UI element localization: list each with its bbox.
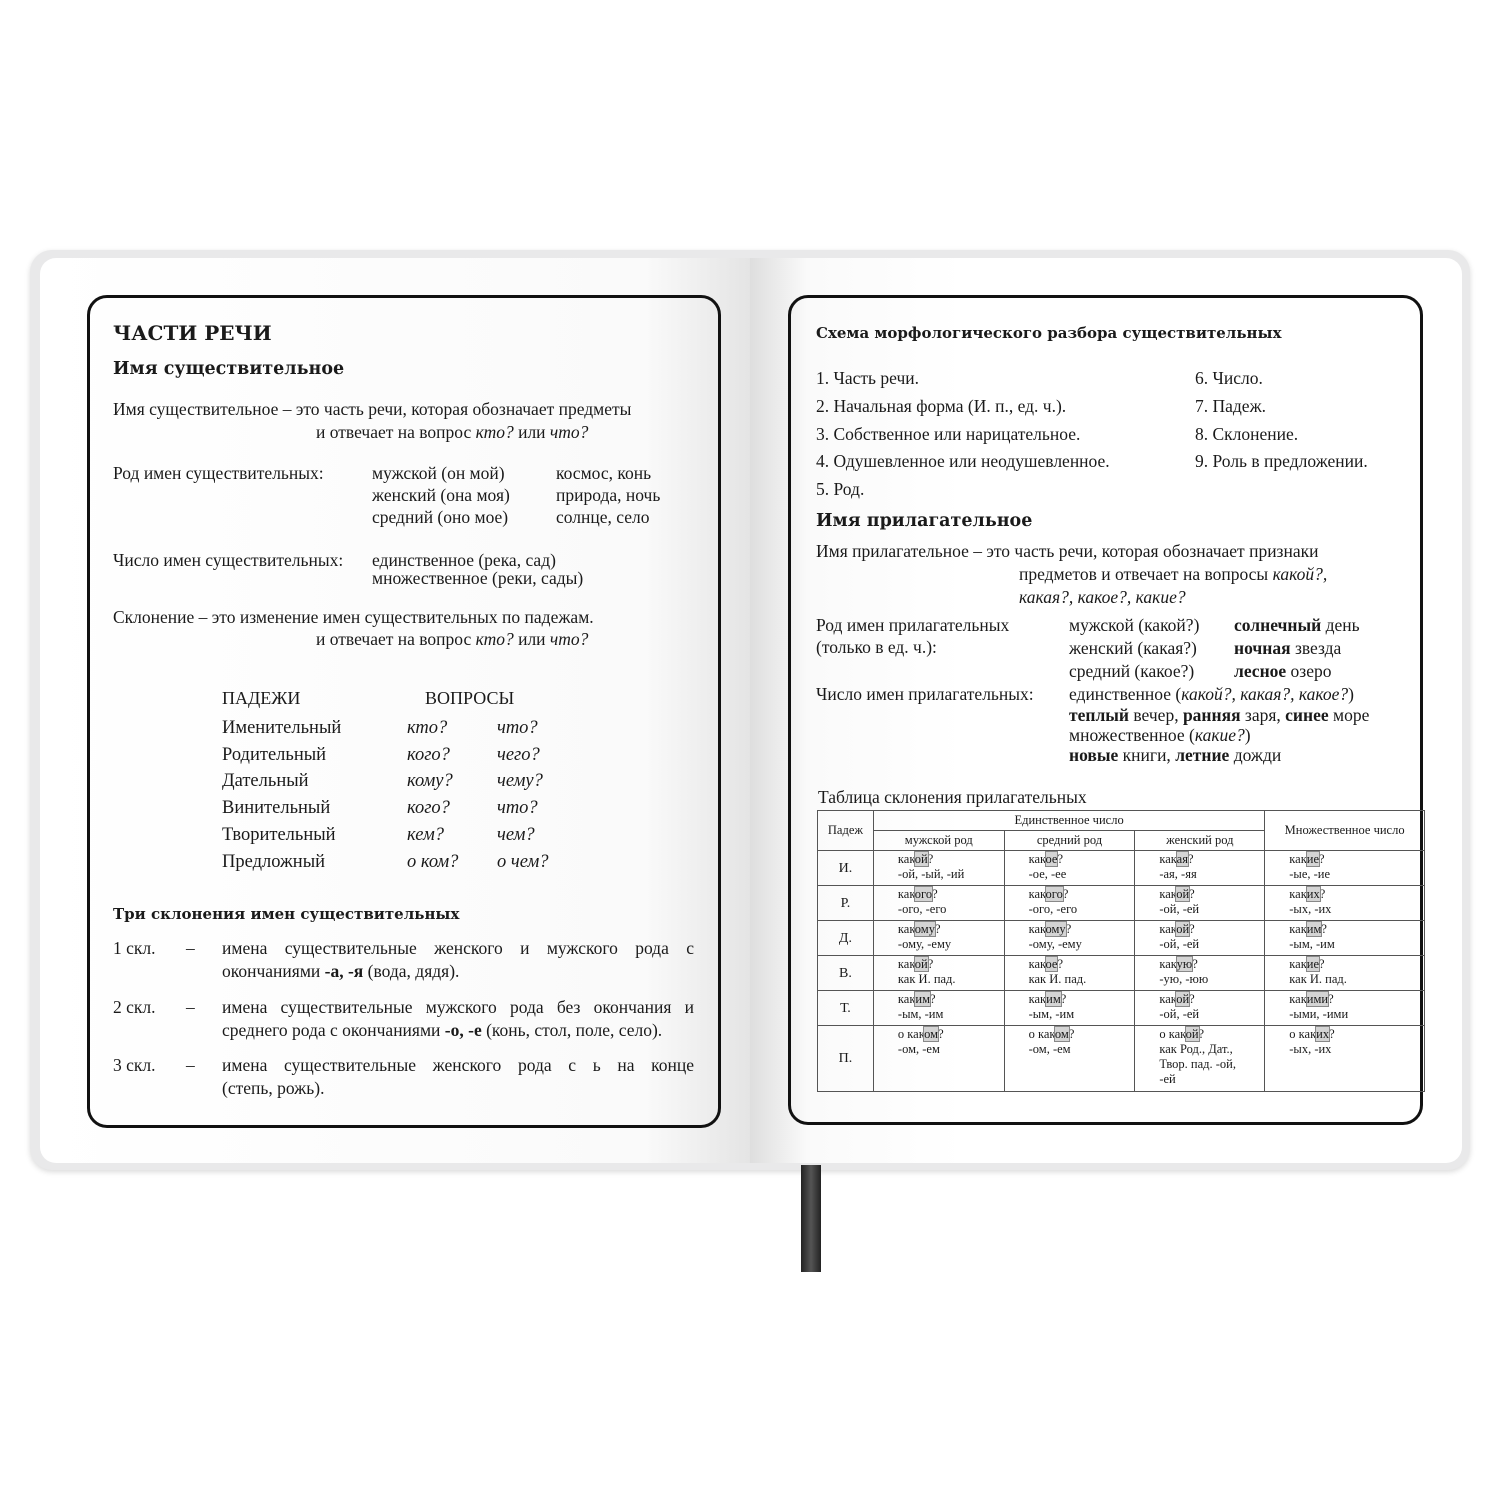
case-question-animate: кого? — [407, 744, 450, 765]
adjective: летние — [1175, 745, 1230, 765]
question-word — [1289, 992, 1424, 1007]
gender-item: мужской (он мой) — [372, 463, 505, 483]
declension-cell — [1265, 1026, 1425, 1092]
text: окончаниями — [222, 961, 325, 981]
case-question-inanimate: что? — [497, 718, 538, 738]
declension-cell — [1135, 921, 1265, 956]
table-row — [818, 956, 1425, 991]
case-question-inanimate: чего? — [497, 744, 540, 765]
noun-definition-cont: и отвечает на вопрос кто? или что? — [316, 422, 589, 442]
ending-highlight: ой — [1176, 922, 1190, 936]
ending-highlight: ой — [914, 957, 928, 971]
ending-list: -ом, -ем — [897, 1042, 940, 1056]
declension-cell — [1004, 991, 1135, 1026]
stem: о как — [897, 1027, 925, 1041]
case-cell: Р. — [818, 886, 874, 921]
noun: звезда — [1294, 638, 1342, 658]
adj-plural-examples — [1069, 744, 1281, 766]
ending-list: -ых, -их — [1289, 902, 1332, 916]
stem: как — [1028, 852, 1046, 866]
question-mark: ? — [1189, 992, 1195, 1006]
ending-highlight: ой — [1185, 1027, 1199, 1041]
adj-gender-example — [1234, 660, 1331, 682]
noun: день — [1325, 615, 1360, 635]
declension-cell — [1135, 991, 1265, 1026]
number-label: Число имен существительных: — [113, 550, 344, 570]
question-word — [1159, 922, 1264, 937]
stem: как — [897, 852, 915, 866]
question-mark: ? — [1321, 922, 1327, 936]
scheme-item: 4. Одушевленное или неодушевленное. — [816, 451, 1110, 472]
question-mark: ? — [1068, 1027, 1075, 1041]
case-name: Творительный — [222, 824, 336, 845]
stem: как — [1289, 957, 1307, 971]
question-word — [1289, 1027, 1424, 1042]
stem: как — [897, 887, 915, 901]
ending-list: -ому, -ему — [1028, 937, 1082, 951]
question-mark: ? — [1057, 957, 1064, 971]
adj-number-plural: множественное (какие?) — [1069, 725, 1251, 745]
adj-gender-example — [1234, 614, 1360, 636]
header-masculine: мужской род — [873, 831, 1004, 851]
ending-highlight: их — [1306, 887, 1320, 901]
case-cell: В. — [818, 956, 874, 991]
noun: озеро — [1290, 661, 1332, 681]
declension-dash: – — [186, 938, 195, 958]
declension-number: 2 скл. — [113, 997, 156, 1017]
adj-number-label: Число имен прилагательных: — [816, 684, 1034, 704]
declension-cell — [1135, 956, 1265, 991]
declension-cell — [873, 886, 1004, 921]
case-question-inanimate: о чем? — [497, 851, 549, 872]
stem: как — [1028, 957, 1046, 971]
question-word — [898, 992, 1004, 1007]
adjective: ночная — [1234, 638, 1291, 658]
stem: как — [897, 922, 915, 936]
ending-highlight: ими — [1306, 992, 1329, 1006]
text: (конь, стол, поле, село). — [481, 1020, 663, 1040]
gender-example: природа, ночь — [556, 485, 661, 505]
declension-cell — [1265, 886, 1425, 921]
gender-label: Род имен существительных: — [113, 463, 324, 483]
declension-text: имена существительные женского рода с ь на конце — [222, 1055, 694, 1075]
question-word — [1289, 922, 1424, 937]
declension-cell — [1004, 956, 1135, 991]
stem: как — [897, 992, 916, 1006]
question-word — [1159, 887, 1264, 902]
ending-list: -ого, -его — [897, 902, 947, 916]
stem: как — [1159, 852, 1177, 866]
question-mark: ? — [1189, 922, 1195, 936]
gender-item: средний (оно мое) — [372, 507, 509, 527]
noun-definition: Имя существительное – это часть речи, которая обозначает предметы — [113, 399, 632, 419]
ending-highlight: им — [1046, 992, 1061, 1006]
declension-definition-cont: и отвечает на вопрос кто? или что? — [316, 629, 589, 649]
question-word — [898, 957, 1004, 972]
adj-gender-item: женский (какая?) — [1069, 638, 1197, 658]
declension-cell — [1004, 886, 1135, 921]
question-mark: ? — [1189, 887, 1195, 901]
number-item: множественное (реки, сады) — [372, 568, 584, 588]
declension-cell — [873, 1026, 1004, 1092]
ending-highlight: им — [1306, 922, 1322, 936]
ending-list: -ой, -ей — [1159, 937, 1200, 951]
question-word — [898, 887, 1004, 902]
ending-list: -ое, -ее — [1028, 867, 1067, 881]
ending: -а, -я — [324, 961, 364, 981]
question-word — [1159, 852, 1264, 867]
noun: дожди — [1229, 745, 1282, 765]
declension-cell — [1135, 1026, 1265, 1092]
declension-cell — [873, 956, 1004, 991]
stem: как — [1028, 922, 1046, 936]
declension-text-cont — [222, 1077, 324, 1099]
case-name: Предложный — [222, 851, 326, 872]
case-question-inanimate: чему? — [497, 771, 543, 792]
ending-list: как Род., Дат., Твор. пад. -ой, -ей — [1159, 1042, 1236, 1086]
adjective: новые — [1069, 745, 1119, 765]
text: (степь, рожь). — [222, 1078, 325, 1098]
header-feminine: женский род — [1135, 831, 1265, 851]
noun: вечер, — [1129, 705, 1183, 725]
question-word — [1289, 887, 1424, 902]
header-case: Падеж — [818, 811, 874, 851]
stem: о как — [1289, 1027, 1317, 1041]
adj-gender-label: Род имен прилагательных — [816, 615, 1010, 635]
declension-cell — [873, 851, 1004, 886]
noun: заря, — [1240, 705, 1286, 725]
adjective-declension-table — [817, 810, 1425, 1092]
ending-highlight: ому — [914, 922, 935, 936]
question-word — [1159, 992, 1264, 1007]
header-plural: Множественное число — [1265, 811, 1425, 851]
section-title: Имя существительное — [113, 359, 345, 379]
questions-header: ВОПРОСЫ — [425, 688, 515, 708]
header-neuter: средний род — [1004, 831, 1135, 851]
stem: как — [1028, 887, 1046, 901]
ending-highlight: ое — [1045, 957, 1058, 971]
case-name: Винительный — [222, 798, 331, 819]
adjective: солнечный — [1234, 615, 1322, 635]
ending-list: -ым, -им — [1028, 1007, 1075, 1021]
question-mark: ? — [1198, 1027, 1205, 1041]
adjective: лесное — [1234, 661, 1287, 681]
question-mark: ? — [1187, 852, 1194, 866]
page-title: ЧАСТИ РЕЧИ — [113, 321, 272, 345]
question-word — [898, 1027, 1004, 1042]
ending-list: -ому, -ему — [897, 937, 952, 951]
adjective-definition: Имя прилагательное – это часть речи, которая обозначает признаки — [816, 541, 1319, 561]
scheme-item: 9. Роль в предложении. — [1195, 451, 1368, 472]
case-cell: Д. — [818, 921, 874, 956]
table-row — [818, 991, 1425, 1026]
question-word — [1289, 957, 1424, 972]
question-mark: ? — [930, 992, 936, 1006]
adj-number-singular: единственное (какой?, какая?, какое?) — [1069, 684, 1354, 704]
adjective-title: Имя прилагательное — [816, 511, 1033, 531]
ending-list: -ых, -их — [1289, 1042, 1332, 1056]
adjective: теплый — [1069, 705, 1130, 725]
declension-number: 1 скл. — [113, 938, 156, 958]
ending-highlight: их — [1316, 1027, 1330, 1041]
number-item: единственное (река, сад) — [372, 550, 556, 570]
ending: -о, -е — [444, 1020, 482, 1040]
case-cell: П. — [818, 1026, 874, 1092]
stem: как — [1159, 887, 1177, 901]
ending-highlight: ие — [1306, 957, 1320, 971]
bookmark-ribbon — [801, 1165, 821, 1272]
ending-list: -ой, -ей — [1159, 1007, 1200, 1021]
declension-cell — [1265, 991, 1425, 1026]
stem: о как — [1028, 1027, 1055, 1041]
stem: как — [1159, 992, 1177, 1006]
declension-definition: Склонение – это изменение имен существительных по падежам. — [113, 607, 594, 627]
stem: как — [1028, 992, 1047, 1006]
scheme-item: 8. Склонение. — [1195, 423, 1299, 444]
stem: как — [1159, 957, 1177, 971]
declension-cell — [1265, 956, 1425, 991]
scheme-item: 1. Часть речи. — [816, 368, 920, 388]
question-mark: ? — [1329, 1027, 1335, 1041]
declension-cell — [1004, 921, 1135, 956]
declension-number: 3 скл. — [113, 1055, 156, 1075]
question-mark: ? — [927, 957, 934, 971]
declension-cell — [1004, 1026, 1135, 1092]
question-word — [1159, 1027, 1264, 1042]
adj-gender-item: мужской (какой?) — [1069, 615, 1200, 635]
ending-highlight: ой — [1176, 992, 1190, 1006]
declension-cell — [1135, 851, 1265, 886]
question-word — [898, 852, 1004, 867]
stem: как — [1289, 922, 1307, 936]
declension-dash: – — [186, 1055, 195, 1075]
scheme-title: Схема морфологического разбора существительных — [816, 324, 1282, 342]
adjective-definition-cont: предметов и отвечает на вопросы какой?, — [1019, 564, 1328, 584]
adj-singular-examples — [1069, 704, 1369, 726]
question-word — [1029, 1027, 1135, 1042]
declension-cell — [1265, 851, 1425, 886]
three-declensions-title: Три склонения имен существительных — [113, 905, 460, 923]
case-question-inanimate: что? — [497, 798, 538, 819]
ending-list: -ую, -юю — [1159, 972, 1209, 986]
gender-example: солнце, село — [556, 507, 650, 527]
stem: как — [1289, 852, 1307, 866]
declension-text: имена существительные мужского рода без окончания и — [222, 997, 694, 1017]
case-name: Родительный — [222, 744, 327, 765]
table-row — [818, 851, 1425, 886]
question-mark: ? — [1192, 957, 1198, 971]
ending-list: как И. пад. — [1289, 972, 1347, 986]
ending-highlight: ому — [1045, 922, 1066, 936]
stem: о как — [1159, 1027, 1186, 1041]
declension-dash: – — [186, 997, 195, 1017]
question-mark: ? — [1060, 992, 1067, 1006]
ending-highlight: ого — [1045, 887, 1063, 901]
ending-list: -ые, -ие — [1289, 867, 1331, 881]
declension-cell — [1265, 921, 1425, 956]
ending-highlight: ую — [1176, 957, 1193, 971]
scheme-item: 2. Начальная форма (И. п., ед. ч.). — [816, 395, 1067, 416]
case-name: Именительный — [222, 718, 342, 738]
question-mark: ? — [1057, 852, 1064, 866]
declension-cell — [1135, 886, 1265, 921]
scheme-item: 6. Число. — [1195, 368, 1263, 388]
table-title: Таблица склонения прилагательных — [818, 787, 1087, 807]
scheme-item: 3. Собственное или нарицательное. — [816, 423, 1081, 444]
question-mark: ? — [1065, 922, 1072, 936]
adj-gender-item: средний (какое?) — [1069, 661, 1195, 681]
ending-list: -ым, -им — [1289, 937, 1335, 951]
ending-list: -ыми, -ими — [1289, 1007, 1349, 1021]
question-mark: ? — [927, 852, 934, 866]
ending-list: -ого, -его — [1028, 902, 1078, 916]
question-mark: ? — [938, 1027, 944, 1041]
question-mark: ? — [1328, 992, 1334, 1006]
ending-list: -ая, -яя — [1159, 867, 1197, 881]
ending-list: как И. пад. — [897, 972, 956, 986]
table-row — [818, 1026, 1425, 1092]
adjective-definition-cont2: какая?, какое?, какие? — [1019, 587, 1186, 607]
ending-highlight: ие — [1306, 852, 1320, 866]
adj-gender-example — [1234, 637, 1341, 659]
question-word — [1159, 957, 1264, 972]
table-row — [818, 921, 1425, 956]
declension-cell — [873, 921, 1004, 956]
noun: море — [1328, 705, 1370, 725]
ending-list: -ым, -им — [897, 1007, 944, 1021]
question-mark: ? — [932, 887, 938, 901]
stem: как — [1289, 992, 1307, 1006]
gender-example: космос, конь — [556, 463, 652, 483]
ending-highlight: ой — [1176, 887, 1190, 901]
case-name: Дательный — [222, 771, 309, 792]
stem: как — [1159, 922, 1177, 936]
declension-text-cont — [222, 1019, 662, 1041]
case-question-animate: о ком? — [407, 851, 459, 872]
ending-list: -ой, -ей — [1159, 902, 1200, 916]
ending-list: -ом, -ем — [1028, 1042, 1071, 1056]
text: среднего рода с окончаниями — [222, 1020, 445, 1040]
scheme-item: 5. Род. — [816, 479, 865, 500]
text: (вода, дядя). — [363, 961, 460, 981]
question-word — [1029, 852, 1135, 867]
question-mark: ? — [934, 922, 941, 936]
adjective: синее — [1285, 705, 1329, 725]
case-cell: Т. — [818, 991, 874, 1026]
question-word — [1029, 922, 1135, 937]
ending-highlight: ом — [924, 1027, 939, 1041]
question-word — [898, 922, 1004, 937]
ending-highlight: ом — [1054, 1027, 1069, 1041]
ending-highlight: им — [915, 992, 931, 1006]
case-question-inanimate: чем? — [497, 824, 535, 845]
case-question-animate: кто? — [407, 718, 448, 738]
question-word — [1029, 887, 1135, 902]
header-singular: Единственное число — [873, 811, 1264, 831]
ending-list: -ой, -ый, -ий — [897, 867, 965, 881]
ending-highlight: ой — [914, 852, 928, 866]
stem: как — [1289, 887, 1307, 901]
question-word — [1029, 957, 1135, 972]
table-row — [818, 886, 1425, 921]
question-mark: ? — [1319, 852, 1325, 866]
question-word — [1029, 992, 1135, 1007]
stem: как — [897, 957, 915, 971]
ending-highlight: ая — [1176, 852, 1188, 866]
case-question-animate: кем? — [407, 824, 444, 845]
question-mark: ? — [1062, 887, 1069, 901]
ending-highlight: ого — [914, 887, 933, 901]
question-word — [1289, 852, 1424, 867]
case-question-animate: кого? — [407, 798, 450, 819]
declension-text-cont — [222, 960, 459, 982]
scheme-item: 7. Падеж. — [1195, 395, 1267, 416]
declension-text: имена существительные женского и мужского рода с — [222, 938, 694, 958]
noun: книги, — [1118, 745, 1176, 765]
declension-cell — [1004, 851, 1135, 886]
case-cell: И. — [818, 851, 874, 886]
adjective: ранняя — [1182, 705, 1241, 725]
declension-cell — [873, 991, 1004, 1026]
question-mark: ? — [1319, 957, 1325, 971]
ending-highlight: ое — [1045, 852, 1058, 866]
case-question-animate: кому? — [407, 771, 453, 792]
question-mark: ? — [1319, 887, 1326, 901]
cases-header: ПАДЕЖИ — [222, 688, 301, 708]
ending-list: как И. пад. — [1028, 972, 1087, 986]
adj-gender-label-note: (только в ед. ч.): — [816, 637, 937, 657]
gender-item: женский (она моя) — [372, 485, 510, 505]
